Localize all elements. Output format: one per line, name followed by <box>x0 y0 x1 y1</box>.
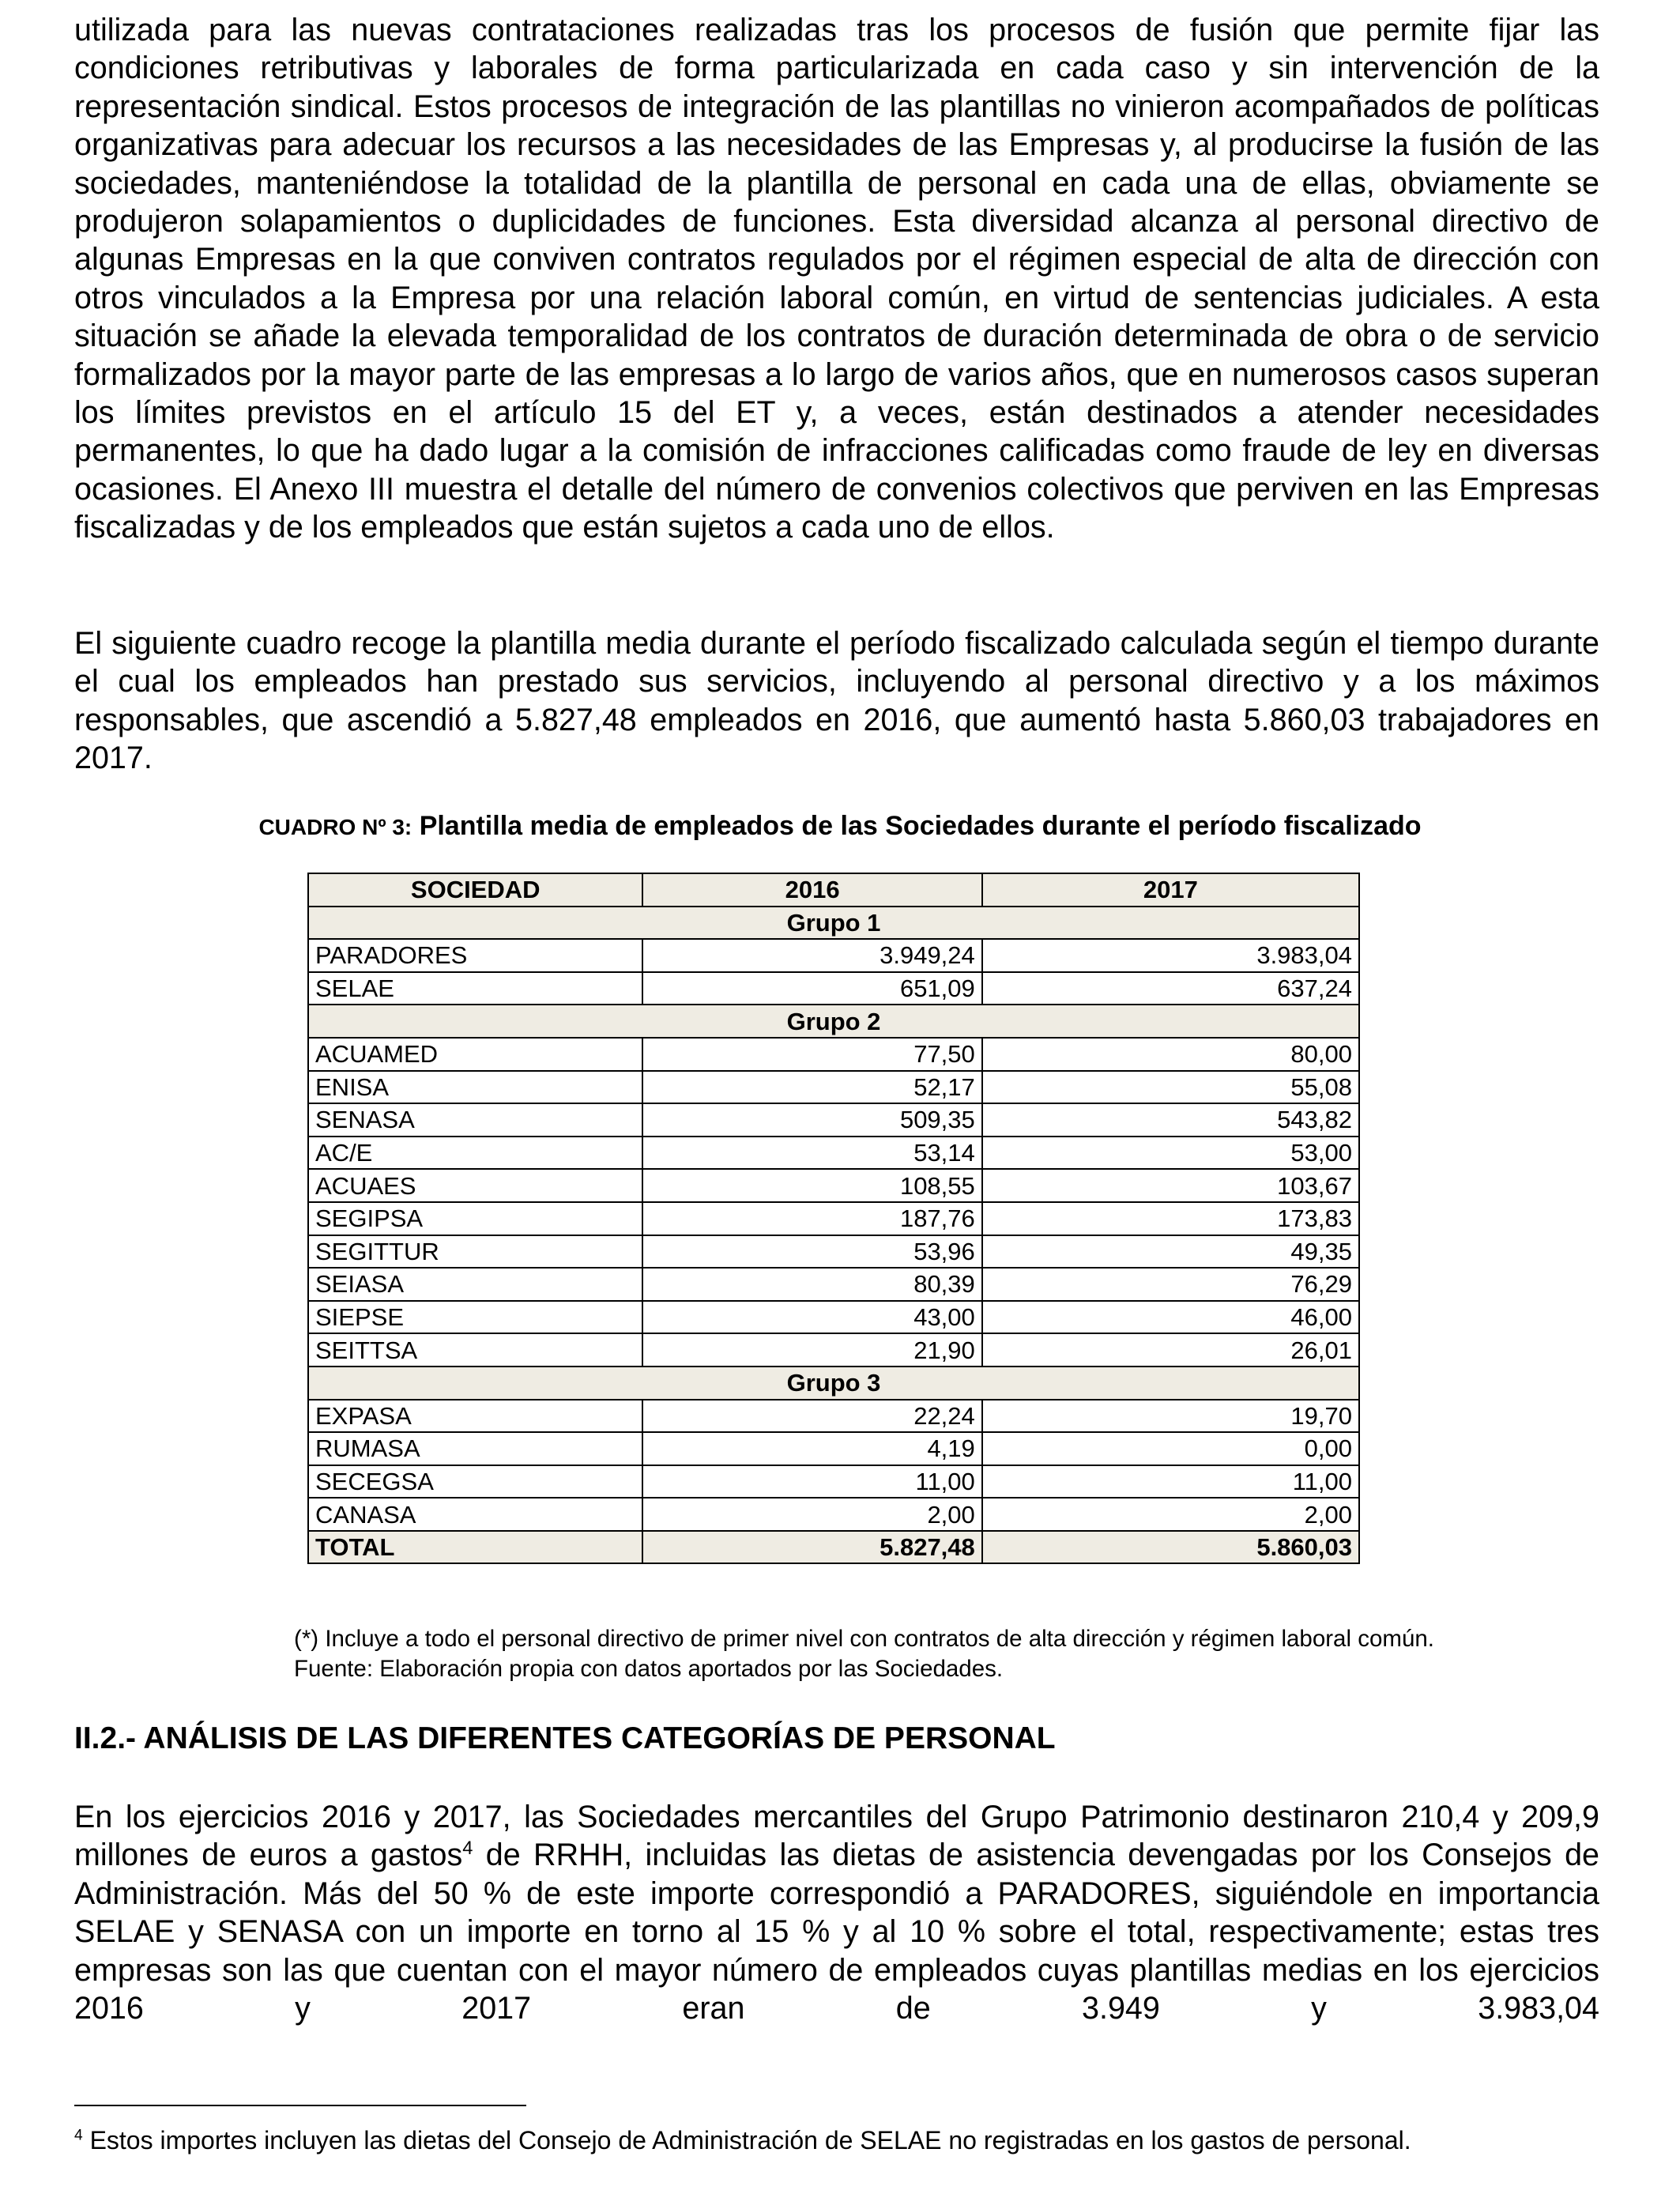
value-2017-cell: 26,01 <box>982 1333 1359 1367</box>
table-row <box>308 1038 1359 1071</box>
value-2016-cell: 43,00 <box>642 1301 981 1334</box>
table-body <box>308 907 1359 1564</box>
table-row <box>308 1432 1359 1465</box>
company-name-cell: EXPASA <box>308 1400 642 1433</box>
value-2016-cell: 52,17 <box>642 1071 981 1104</box>
value-2017-cell: 55,08 <box>982 1071 1359 1104</box>
company-name-cell: SEIASA <box>308 1268 642 1301</box>
total-row <box>308 1531 1359 1564</box>
footnote-reference[interactable]: 4 <box>462 1838 473 1860</box>
company-name-cell: SECEGSA <box>308 1465 642 1498</box>
footnote <box>74 2126 1411 2155</box>
table-row <box>308 1400 1359 1433</box>
company-name-cell: CANASA <box>308 1498 642 1531</box>
value-2016-cell: 108,55 <box>642 1169 981 1202</box>
header-sociedad: SOCIEDAD <box>308 873 642 907</box>
table-caption-title: Plantilla media de empleados de las Sociedades durante el período fiscalizado <box>419 811 1422 841</box>
staff-table <box>307 873 1360 1564</box>
table-row <box>308 1235 1359 1269</box>
value-2017-cell: 11,00 <box>982 1465 1359 1498</box>
value-2017-cell: 3.983,04 <box>982 939 1359 972</box>
value-2017-cell: 173,83 <box>982 1202 1359 1235</box>
value-2016-cell: 187,76 <box>642 1202 981 1235</box>
value-2016-cell: 53,14 <box>642 1137 981 1170</box>
value-2017-cell: 103,67 <box>982 1169 1359 1202</box>
value-2017-cell: 0,00 <box>982 1432 1359 1465</box>
group-label: Grupo 3 <box>308 1367 1359 1400</box>
total-label-cell: TOTAL <box>308 1531 642 1564</box>
company-name-cell: PARADORES <box>308 939 642 972</box>
group-row <box>308 907 1359 940</box>
value-2016-cell: 2,00 <box>642 1498 981 1531</box>
company-name-cell: SENASA <box>308 1103 642 1137</box>
table-row <box>308 1333 1359 1367</box>
value-2016-cell: 509,35 <box>642 1103 981 1137</box>
value-2016-cell: 53,96 <box>642 1235 981 1269</box>
table-row <box>308 1071 1359 1104</box>
table-row <box>308 1169 1359 1202</box>
table-row <box>308 1103 1359 1137</box>
group-row <box>308 1367 1359 1400</box>
body-paragraph-1: utilizada para las nuevas contrataciones realizadas tras los procesos de fusión que permite fijar las condiciones retributivas y laborales de forma particularizada en cada caso y sin intervención de la representación sindical. Estos procesos de integración de las plantillas no vinieron acompañados de políticas organizativas para adecuar los recursos a las necesidades de las Empresas y, al producirse la fusión de las sociedades, manteniéndose la totalidad de la plantilla de personal en cada una de ellas, obviamente se produjeron solapamientos o duplicidades de funciones. Esta diversidad alcanza al personal directivo de algunas Empresas en la que conviven contratos regulados por el régimen especial de alta de dirección con otros vinculados a la Empresa por una relación laboral común, en virtud de sentencias judiciales. A esta situación se añade la elevada temporalidad de los contratos de duración determinada de obra o de servicio formalizados por la mayor parte de las empresas a lo largo de varios años, que en numerosos casos superan los límites previstos en el artículo 15 del ET y, a veces, están destinados a atender necesidades permanentes, lo que ha dado lugar a la comisión de infracciones calificadas como fraude de ley en diversas ocasiones. El Anexo III muestra el detalle del número de convenios colectivos que perviven en las Empresas fiscalizadas y de los empleados que están sujetos a cada uno de ellos. <box>74 13 1599 545</box>
value-2016-cell: 4,19 <box>642 1432 981 1465</box>
table-caption-label: CUADRO Nº 3: <box>258 815 412 839</box>
table-row <box>308 972 1359 1005</box>
table-row <box>308 1465 1359 1498</box>
footnote-text: Estos importes incluyen las dietas del Consejo de Administración de SELAE no registradas en los gastos de personal. <box>82 2126 1411 2154</box>
value-2016-cell: 22,24 <box>642 1400 981 1433</box>
value-2016-cell: 651,09 <box>642 972 981 1005</box>
value-2017-cell: 49,35 <box>982 1235 1359 1269</box>
total-2017-cell: 5.860,03 <box>982 1531 1359 1564</box>
total-2016-cell: 5.827,48 <box>642 1531 981 1564</box>
company-name-cell: RUMASA <box>308 1432 642 1465</box>
company-name-cell: SIEPSE <box>308 1301 642 1334</box>
paragraph-3-part-2: de RRHH, incluidas las dietas de asistencia devengadas por los Consejos de Administración. Más del 50 % de este importe correspondió a PARADORES, siguiéndole en importancia SELAE y SENASA con un importe en torno al 15 % y al 10 % sobre el total, respectivamente; estas tres empresas son las que cuentan con el mayor número de empleados cuyas plantillas medias en los ejercicios 2016 y 2017 eran de 3.949 y 3.983,04 <box>74 1838 1599 2026</box>
value-2016-cell: 77,50 <box>642 1038 981 1071</box>
value-2017-cell: 543,82 <box>982 1103 1359 1137</box>
company-name-cell: ENISA <box>308 1071 642 1104</box>
value-2016-cell: 3.949,24 <box>642 939 981 972</box>
value-2016-cell: 80,39 <box>642 1268 981 1301</box>
group-label: Grupo 1 <box>308 907 1359 940</box>
value-2016-cell: 21,90 <box>642 1333 981 1367</box>
value-2017-cell: 76,29 <box>982 1268 1359 1301</box>
table-row <box>308 1202 1359 1235</box>
group-row <box>308 1005 1359 1038</box>
value-2017-cell: 80,00 <box>982 1038 1359 1071</box>
table-caption <box>0 811 1680 842</box>
company-name-cell: ACUAES <box>308 1169 642 1202</box>
table-header-row <box>308 873 1359 907</box>
value-2017-cell: 46,00 <box>982 1301 1359 1334</box>
body-paragraph-3 <box>74 1798 1599 2027</box>
company-name-cell: AC/E <box>308 1137 642 1170</box>
table-row <box>308 1498 1359 1531</box>
header-2017: 2017 <box>982 873 1359 907</box>
company-name-cell: ACUAMED <box>308 1038 642 1071</box>
company-name-cell: SEITTSA <box>308 1333 642 1367</box>
footnote-divider <box>74 2105 526 2106</box>
value-2016-cell: 11,00 <box>642 1465 981 1498</box>
section-heading: II.2.- ANÁLISIS DE LAS DIFERENTES CATEGORÍAS DE PERSONAL <box>74 1721 1056 1755</box>
table-note: (*) Incluye a todo el personal directivo de primer nivel con contratos de alta dirección y régimen laboral común. <box>294 1626 1434 1652</box>
footnote-number: 4 <box>74 2127 83 2144</box>
header-2016: 2016 <box>642 873 981 907</box>
value-2017-cell: 53,00 <box>982 1137 1359 1170</box>
value-2017-cell: 2,00 <box>982 1498 1359 1531</box>
body-paragraph-2: El siguiente cuadro recoge la plantilla media durante el período fiscalizado calculada según el tiempo durante el cual los empleados han prestado sus servicios, incluyendo al personal directivo y a los máximos responsables, que ascendió a 5.827,48 empleados en 2016, que aumentó hasta 5.860,03 trabajadores en 2017. <box>74 626 1599 776</box>
table-row <box>308 1301 1359 1334</box>
company-name-cell: SEGITTUR <box>308 1235 642 1269</box>
group-label: Grupo 2 <box>308 1005 1359 1038</box>
table-source: Fuente: Elaboración propia con datos aportados por las Sociedades. <box>294 1656 1004 1682</box>
table-row <box>308 939 1359 972</box>
table-row <box>308 1268 1359 1301</box>
company-name-cell: SELAE <box>308 972 642 1005</box>
paragraph-3-part-1: En los ejercicios 2016 y 2017, las Sociedades mercantiles del Grupo Patrimonio destinaron 210,4 y 209,9 millones de euros a gastos <box>74 1800 1599 1873</box>
company-name-cell: SEGIPSA <box>308 1202 642 1235</box>
value-2017-cell: 637,24 <box>982 972 1359 1005</box>
table-row <box>308 1137 1359 1170</box>
value-2017-cell: 19,70 <box>982 1400 1359 1433</box>
